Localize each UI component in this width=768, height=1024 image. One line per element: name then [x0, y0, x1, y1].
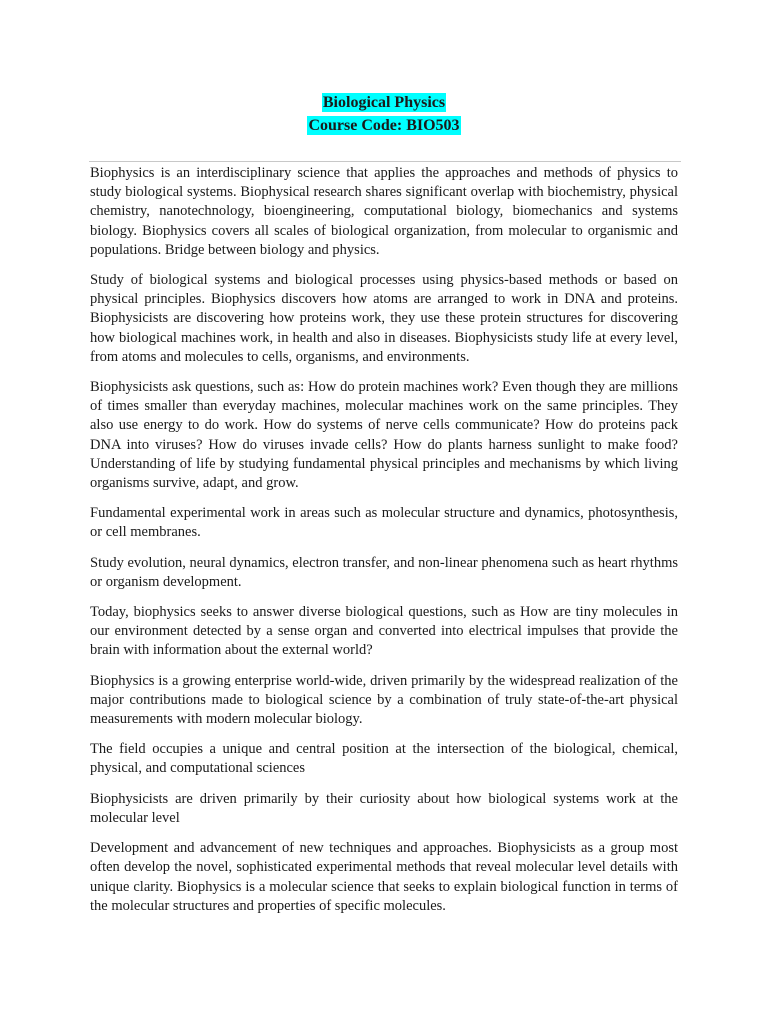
paragraph: Biophysicists ask questions, such as: How do protein machines work? Even though they are millions of times smaller than everyday machines, molecular machines work on the same principles. They also use energy to do work. How do systems of nerve cells communicate? How do proteins pack DNA into viruses? How do viruses invade cells? How do plants harness sunlight to make food? Understanding of life by studying fundamental physical principles and mechanisms by which living organisms survive, adapt, and grow.: [90, 379, 678, 492]
title-block: [0, 93, 768, 139]
paragraph: Biophysicists are driven primarily by their curiosity about how biological systems work at the molecular level: [90, 790, 678, 826]
paragraph: The field occupies a unique and central position at the intersection of the biological, chemical, physical, and computational sciences: [90, 741, 678, 777]
document-title: Biological Physics: [322, 94, 446, 111]
paragraph: Fundamental experimental work in areas such as molecular structure and dynamics, photosynthesis, or cell membranes.: [90, 505, 678, 541]
header-divider: [89, 161, 681, 162]
paragraph: Study of biological systems and biological processes using physics-based methods or based on physical principles. Biophysics discovers how atoms are arranged to work in DNA and proteins. Biophysicists are discovering how proteins work, they use these protein structures for discovering how biological machines work, in health and also in diseases. Biophysicists study life at every level, from atoms and molecules to cells, organisms, and environments.: [90, 272, 678, 365]
paragraph: Study evolution, neural dynamics, electron transfer, and non-linear phenomena such as heart rhythms or organism development.: [90, 554, 678, 590]
paragraph: Biophysics is a growing enterprise world-wide, driven primarily by the widespread realization of the major contributions made to biological science by a combination of truly state-of-the-art physical measurements with modern molecular biology.: [90, 672, 678, 728]
paragraph: Biophysics is an interdisciplinary science that applies the approaches and methods of physics to study biological systems. Biophysical research shares significant overlap with biochemistry, physical chemistry, nanotechnology, bioengineering, computational biology, biomechanics and systems biology. Biophysics covers all scales of biological organization, from molecular to organismic and populations. Bridge between biology and physics.: [90, 165, 678, 258]
document-body: [90, 164, 678, 927]
paragraph: Today, biophysics seeks to answer diverse biological questions, such as How are tiny molecules in our environment detected by a sense organ and converted into electrical impulses that provide the brain with information about the external world?: [90, 604, 678, 659]
paragraph: Development and advancement of new techniques and approaches. Biophysicists as a group most often develop the novel, sophisticated experimental methods that reveal molecular level details with unique clarity. Biophysics is a molecular science that seeks to explain biological function in terms of the molecular structures and properties of specific molecules.: [90, 840, 678, 914]
course-code: Course Code: BIO503: [308, 117, 460, 134]
